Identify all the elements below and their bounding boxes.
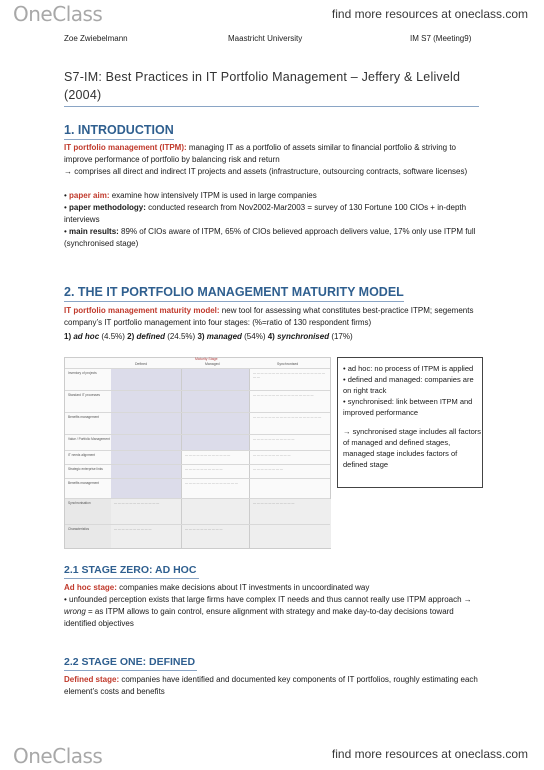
section-1-heading: 1. INTRODUCTION: [64, 123, 174, 137]
top-bar: [0, 0, 544, 28]
section-2-2-underline: [64, 670, 197, 671]
ad-hoc-bullet-text: • unfounded perception exists that large firms have complex IT needs and thus cannot really use ITPM approach →: [64, 595, 472, 604]
paper-aim-text: examine how intensively ITPM is used in large companies: [109, 191, 317, 200]
document-title: S7-IM: Best Practices in IT Portfolio Management – Jeffery & Leliveld (2004): [64, 70, 461, 102]
summary-inclusion: → synchronised stage includes all factors of managed and defined stages, managed stage includes factors of defined stage: [343, 427, 481, 469]
summary-ad-hoc: • ad hoc: no process of ITPM is applied: [343, 364, 474, 373]
defined-text: companies have identified and documented key components of IT portfolios, roughly estimating each element’s costs and benefits: [64, 675, 478, 696]
ad-hoc-bullet-rest: = as ITPM allows to gain control, ensure alignment with strategy and make day-to-day decisions toward identified objectives: [64, 607, 454, 628]
table-row: — — — — — — — — — — — — — — — — — — Benefits management: [65, 412, 330, 435]
table-row: — — — — — — — — — — — — — — — — — — Strategic enterprise links: [65, 464, 330, 479]
table-row: — — — — — — — — — — — — — — — — Standard IT processes: [65, 390, 330, 413]
main-results: • main results: 89% of CIOs aware of ITPM, 65% of CIOs believed approach delivers value, 17% only use ITPM full (synchronised stage): [64, 227, 476, 248]
section-1-arrow-text: → comprises all direct and indirect IT projects and assets (infrastructure, outsourcing contracts, software licenses): [64, 167, 468, 176]
section-2-heading: 2. THE IT PORTFOLIO MANAGEMENT MATURITY MODEL: [64, 285, 404, 299]
col-defined: Defined: [135, 362, 148, 366]
resources-link-footer[interactable]: find more resources at oneclass.com: [331, 747, 528, 761]
row-label: Characteristics: [68, 527, 90, 531]
ad-hoc-text: companies make decisions about IT investments in uncoordinated way: [116, 583, 370, 592]
summary-defined-managed: • defined and managed: companies are on right track: [343, 375, 474, 395]
stage-2-pct: (24.5%): [164, 332, 198, 341]
table-row: — — — — — — — — — — — Value / Portfolio Management: [65, 434, 330, 451]
table-row: — — — — — — — — — — — — — — — — — — — — — — IT needs alignment: [65, 450, 330, 465]
table-row: — — — — — — — — — — — — — — — — — — — — — — — Synchronisation: [65, 498, 330, 525]
ad-hoc-term: Ad hoc stage:: [64, 583, 117, 592]
paper-methodology: • paper methodology: conducted research from Nov2002-Mar2003 = survey of 130 Fortune 100 CIOs + in-depth interviews: [64, 203, 467, 224]
defined-term: Defined stage:: [64, 675, 120, 684]
table-row: — — — — — — — — — — — — — — — — — — — — — Inventory of projects: [65, 368, 330, 391]
oneclass-logo[interactable]: OneClass: [13, 2, 103, 26]
stage-2-name: defined: [136, 332, 165, 341]
defined-definition: [64, 674, 484, 698]
table-row: — — — — — — — — — — — — — — Benefits management: [65, 478, 330, 499]
section-2-1-underline: [64, 578, 199, 579]
resources-link[interactable]: find more resources at oneclass.com: [331, 7, 528, 21]
row-label: Benefits management: [68, 481, 100, 485]
title-divider: [64, 106, 479, 107]
itpm-term: IT portfolio management (ITPM):: [64, 143, 187, 152]
row-label: Standard IT processes: [68, 393, 101, 397]
header-university: Maastricht University: [228, 34, 303, 43]
stage-4-num: 4): [267, 332, 275, 341]
ad-hoc-wrong: wrong: [64, 607, 86, 616]
maturity-model-definition: [64, 305, 484, 329]
ad-hoc-bullet: [64, 594, 484, 630]
stage-summary-box: [337, 357, 483, 488]
row-label: Value / Portfolio Management: [68, 437, 110, 441]
stage-1-name: ad hoc: [73, 332, 100, 341]
stage-4-pct: (17%): [329, 332, 353, 341]
paper-aim: • paper aim: examine how intensively ITPM is used in large companies: [64, 191, 317, 200]
section-1-definition: [64, 142, 484, 166]
row-label: Strategic enterprise links: [68, 467, 103, 471]
section-2-underline: [64, 301, 404, 302]
maturity-model-text: new tool for assessing what constitutes best-practice ITPM; segements company’s IT portfolio management into four stages: (%=ratio of 130 respondent firms): [64, 306, 474, 327]
ad-hoc-definition: [64, 582, 484, 594]
maturity-stages: [64, 331, 484, 343]
results-term: main results:: [69, 227, 119, 236]
methodology-text: conducted research from Nov2002-Mar2003 = survey of 130 Fortune 100 CIOs + in-depth interviews: [64, 203, 467, 224]
table-heading: Maturity Stage: [195, 357, 218, 361]
header-course: IM S7 (Meeting9): [410, 34, 472, 43]
stage-3-num: 3): [197, 332, 205, 341]
row-label: Benefits management: [68, 415, 100, 419]
col-synchronised: Synchronised: [277, 362, 299, 366]
row-label: Synchronisation: [68, 501, 91, 505]
stage-3-pct: (54%): [241, 332, 268, 341]
stage-1-num: 1): [64, 332, 72, 341]
stage-2-num: 2): [127, 332, 135, 341]
itpm-definition: managing IT as a portfolio of assets similar to financial portfolio & striving to improve performance of portfolio by balancing risk and return: [64, 143, 456, 164]
stage-4-name: synchronised: [277, 332, 330, 341]
col-managed: Managed: [205, 362, 220, 366]
methodology-term: paper methodology:: [69, 203, 146, 212]
paper-aim-term: paper aim:: [69, 191, 110, 200]
section-2-2-heading: 2.2 STAGE ONE: DEFINED: [64, 656, 196, 668]
oneclass-logo-footer[interactable]: OneClass: [13, 744, 103, 768]
header-author: Zoe Zwiebelmann: [64, 34, 128, 43]
section-2-1-heading: 2.1 STAGE ZERO: AD HOC: [64, 564, 197, 576]
summary-synchronised: • synchronised: link between ITPM and improved performance: [343, 397, 473, 417]
row-label: IT needs alignment: [68, 453, 96, 457]
row-label: Inventory of projects: [68, 371, 97, 375]
section-1-underline: [64, 139, 174, 140]
stage-3-name: managed: [206, 332, 242, 341]
stage-1-pct: (4.5%): [99, 332, 128, 341]
table-row: — — — — — — — — — — — — — — — — — — — — Characteristics: [65, 524, 330, 548]
maturity-model-term: IT portfolio management maturity model:: [64, 306, 220, 315]
results-text: 89% of CIOs aware of ITPM, 65% of CIOs believed approach delivers value, 17% only use ITPM full (synchronised stage): [64, 227, 476, 248]
maturity-model-table: [64, 357, 331, 549]
